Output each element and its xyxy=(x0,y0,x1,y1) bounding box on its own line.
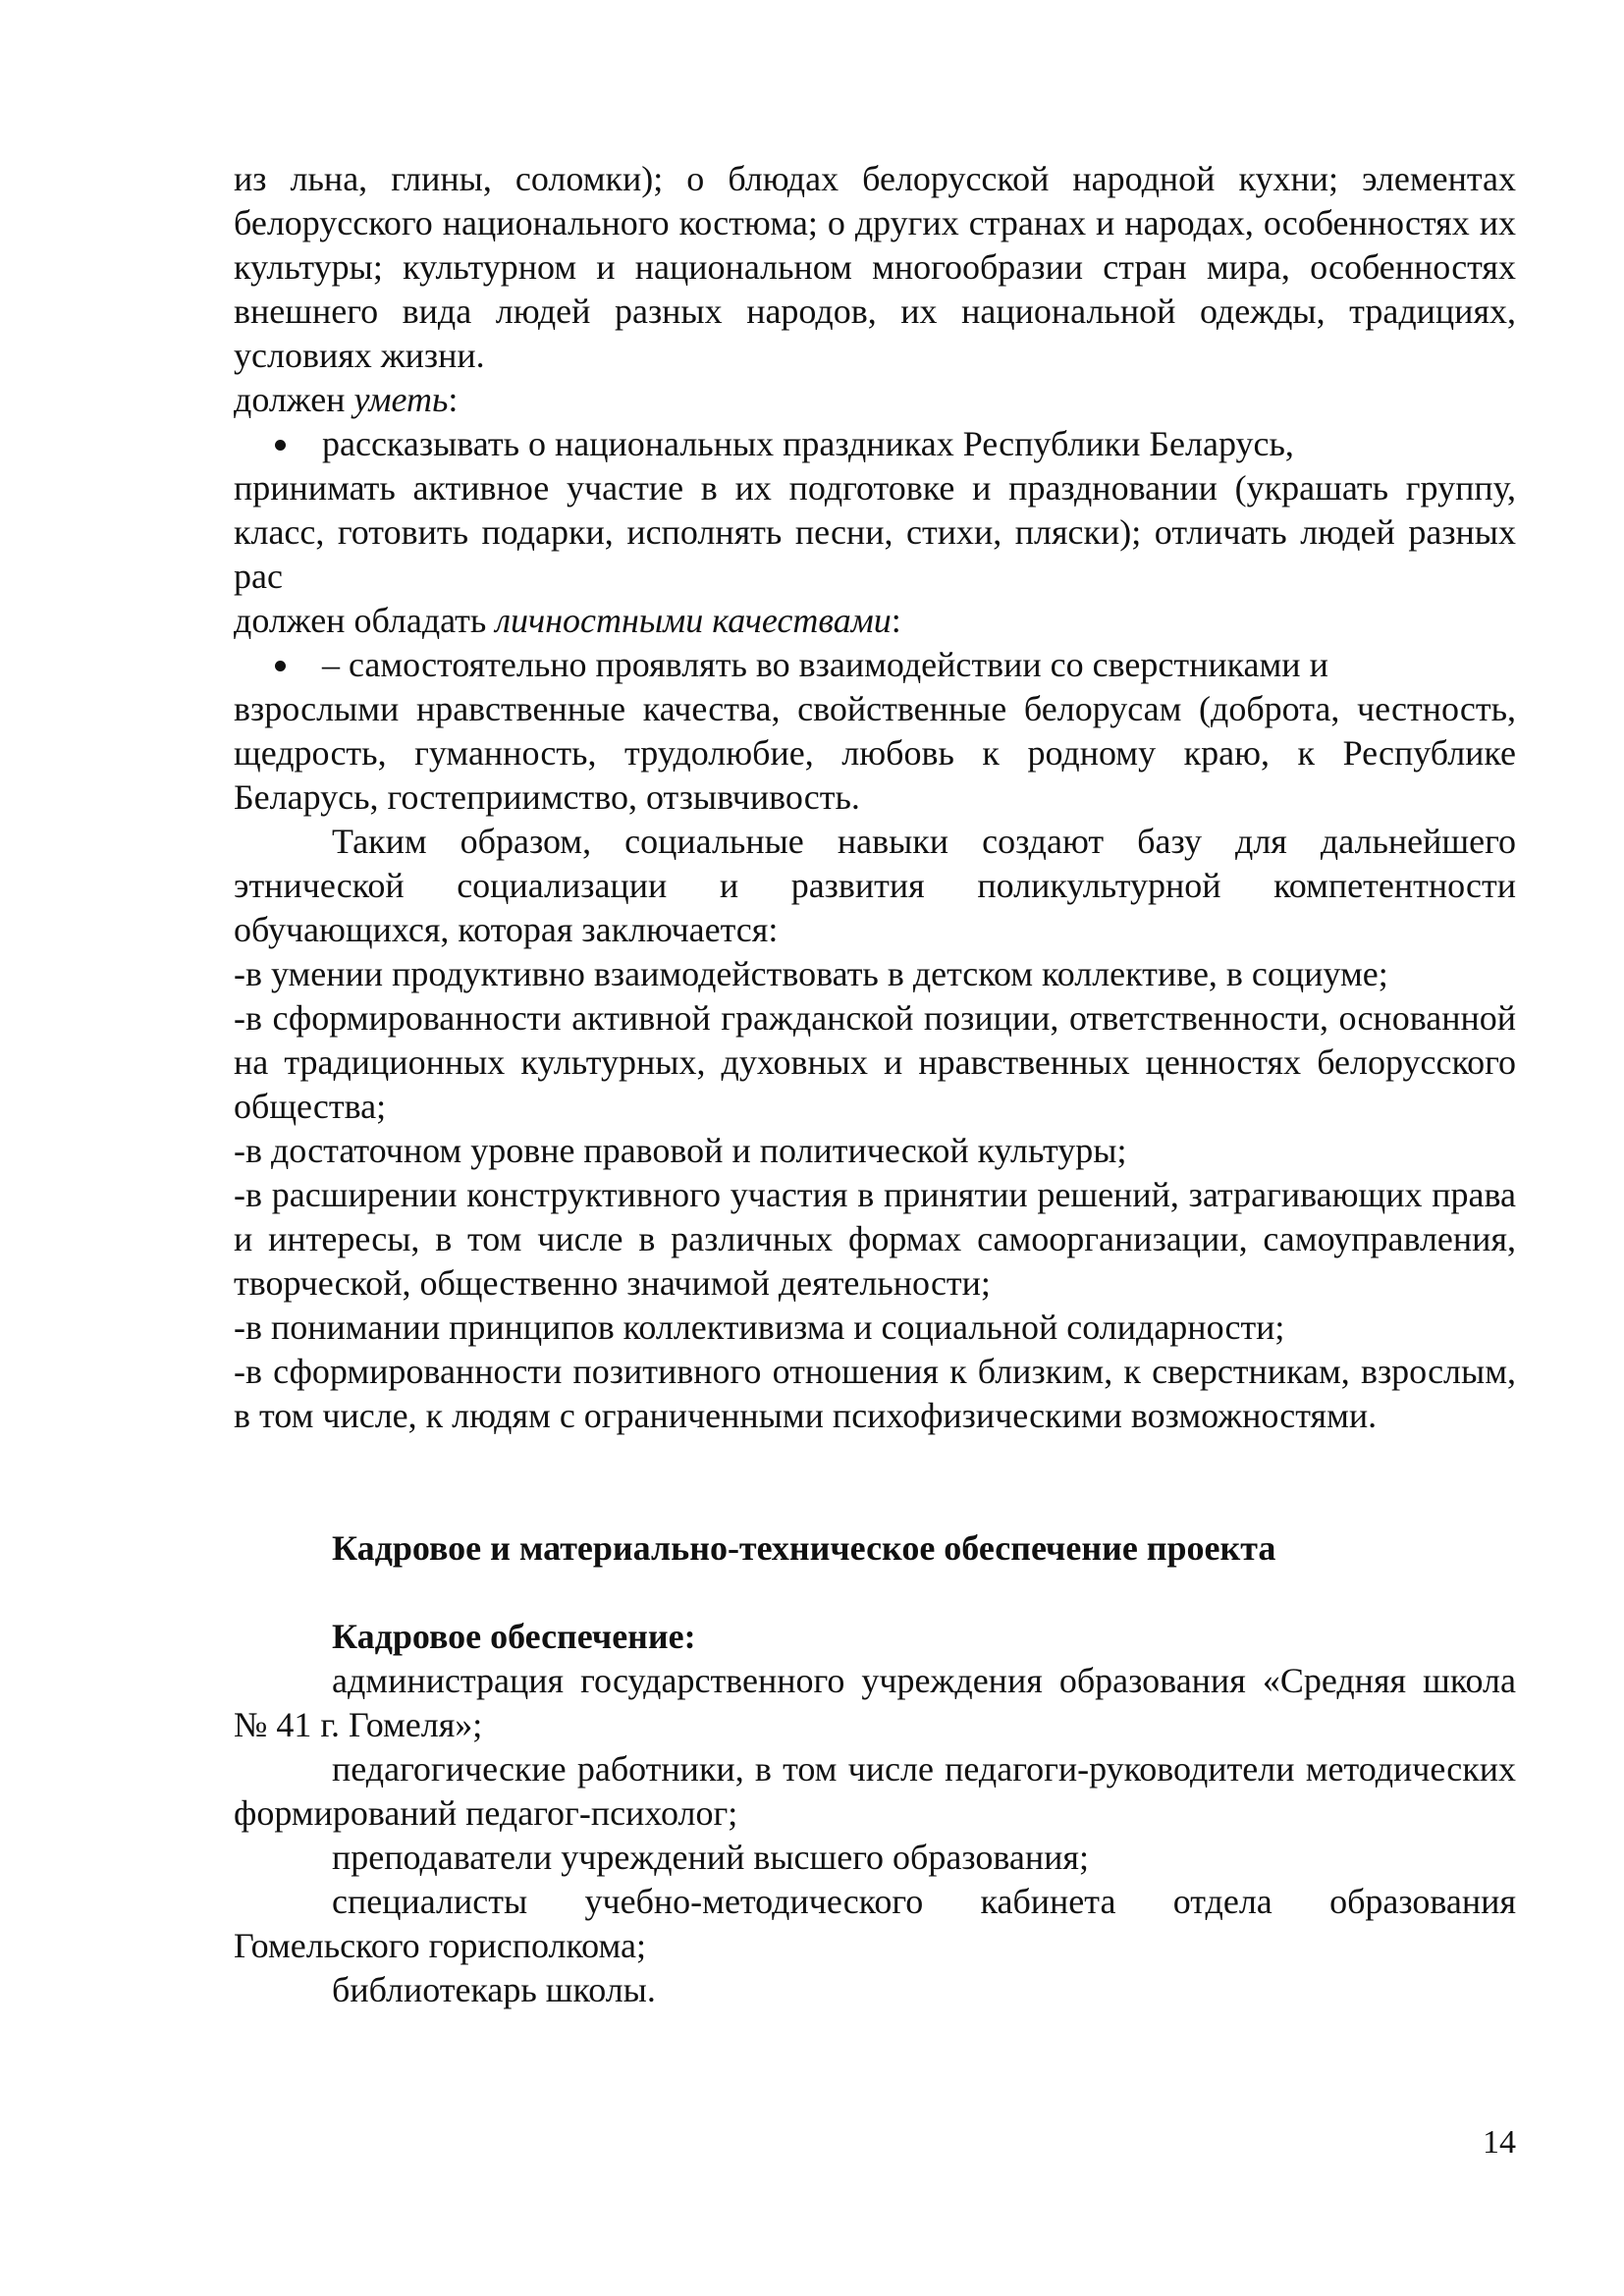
skills-bullet-continuation: принимать активное участие в их подготовке и праздновании (украшать группу, класс, готовить подарки, исполнять песни, стихи, пляски); отличать людей разных рас xyxy=(234,468,1516,596)
skills-lead-end: : xyxy=(448,380,459,419)
subsection-title: Кадровое обеспечение: xyxy=(332,1617,696,1656)
qualities-lead-end: : xyxy=(891,601,901,640)
skills-bullet-first-line xyxy=(234,422,1516,466)
skills-lead-text: должен xyxy=(234,380,354,419)
page-number: 14 xyxy=(1483,2124,1516,2161)
qualities-bullet-text: – самостоятельно проявлять во взаимодействии со сверстниками и xyxy=(322,645,1328,684)
conclusion-paragraph: Таким образом, социальные навыки создают базу для дальнейшего этнической социализации и развития поликультурной компетентности обучающихся, которая заключается: xyxy=(234,822,1516,949)
conclusion-item: -в достаточном уровне правовой и политической культуры; xyxy=(234,1131,1127,1170)
qualities-lead-text: должен обладать xyxy=(234,601,496,640)
conclusion-item: -в расширении конструктивного участия в принятии решений, затрагивающих права и интересы, в том числе в различных формах самоорганизации, самоуправления, творческой, общественно значимой деятельности; xyxy=(234,1175,1516,1303)
skills-bullet-text: рассказывать о национальных праздниках Республики Беларусь, xyxy=(322,424,1294,463)
staff-item: специалисты учебно-методического кабинета отдела образования Гомельского горисполкома; xyxy=(234,1882,1516,1965)
skills-lead xyxy=(234,378,1516,422)
intro-paragraph: из льна, глины, соломки); о блюдах белорусской народной кухни; элементах белорусского национального костюма; о других странах и народах, особенностях их культуры; культурном и национальном многообразии стран мира, особенностях внешнего вида людей разных народов, их национальной одежды, традициях, условиях жизни. xyxy=(234,159,1516,375)
qualities-bullet-continuation: взрослыми нравственные качества, свойственные белорусам (доброта, честность, щедрость, гуманность, трудолюбие, любовь к родному краю, к Республике Беларусь, гостеприимство, отзывчивость. xyxy=(234,689,1516,817)
staff-item: преподаватели учреждений высшего образования; xyxy=(332,1838,1089,1877)
skills-bullet-item xyxy=(234,422,1516,599)
section-title: Кадровое и материально-техническое обеспечение проекта xyxy=(332,1528,1276,1568)
qualities-bullet-item xyxy=(234,643,1516,820)
skills-lead-emphasis: уметь xyxy=(353,380,449,419)
bullet-icon xyxy=(275,440,286,451)
conclusion-item: -в сформированности позитивного отношения к близким, к сверстникам, взрослым, в том числе, к людям с ограниченными психофизическими возможностями. xyxy=(234,1352,1516,1435)
qualities-lead-emphasis: личностными качествами xyxy=(495,601,892,640)
qualities-bullet-first-line xyxy=(234,643,1516,687)
staff-item: администрация государственного учреждения образования «Средняя школа № 41 г. Гомеля»; xyxy=(234,1661,1516,1744)
page-body xyxy=(234,157,1516,2012)
subsection-spacer xyxy=(234,1571,1516,1615)
section-spacer xyxy=(234,1438,1516,1526)
conclusion-item: -в умении продуктивно взаимодействовать в детском коллективе, в социуме; xyxy=(234,954,1388,993)
conclusion-item: -в сформированности активной гражданской позиции, ответственности, основанной на традиционных культурных, духовных и нравственных ценностях белорусского общества; xyxy=(234,998,1516,1126)
staff-item: педагогические работники, в том числе педагоги-руководители методических формирований педагог-психолог; xyxy=(234,1749,1516,1833)
staff-item: библиотекарь школы. xyxy=(332,1970,656,2009)
qualities-lead xyxy=(234,599,1516,643)
conclusion-item: -в понимании принципов коллективизма и социальной солидарности; xyxy=(234,1308,1285,1347)
bullet-icon xyxy=(275,661,286,671)
